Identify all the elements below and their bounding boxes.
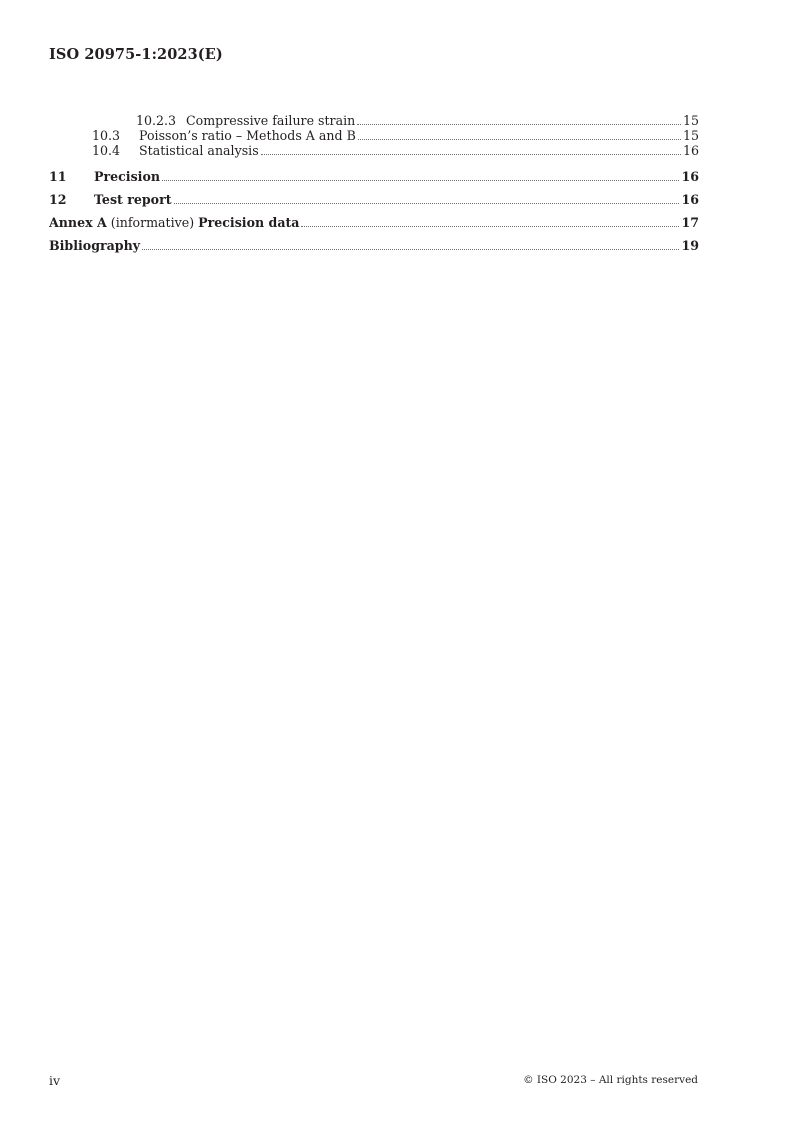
toc-entry-11[interactable] (49, 158, 699, 184)
toc-entry-number: 11 (49, 169, 67, 184)
toc-entry-10-4[interactable] (49, 143, 699, 158)
toc-entry-10-2-3[interactable] (49, 113, 699, 128)
toc-entry-annex-a[interactable] (49, 207, 699, 230)
toc-leader-dots (261, 154, 681, 155)
toc-leader-dots (358, 139, 681, 140)
toc-entry-number: 10.4 (92, 143, 121, 158)
toc-entry-page: 17 (681, 215, 699, 230)
toc-entry-page: 16 (681, 192, 699, 207)
toc-entry-page: 16 (682, 143, 699, 158)
toc-entry-number: 12 (49, 192, 67, 207)
toc-entry-title: Statistical analysis (139, 143, 259, 158)
table-of-contents (49, 113, 699, 253)
copyright-notice: © ISO 2023 – All rights reserved (523, 1074, 698, 1086)
annex-qualifier: (informative) (110, 215, 195, 230)
toc-entry-title: Compressive failure strain (186, 113, 356, 128)
toc-leader-dots (142, 249, 679, 250)
toc-entry-12[interactable] (49, 184, 699, 207)
toc-entry-page: 16 (681, 169, 699, 184)
toc-entry-10-3[interactable] (49, 128, 699, 143)
toc-entry-bibliography[interactable] (49, 230, 699, 253)
toc-leader-dots (162, 180, 679, 181)
page-number: iv (49, 1073, 61, 1088)
toc-leader-dots (357, 124, 681, 125)
toc-entry-title: Poisson’s ratio – Methods A and B (139, 128, 356, 143)
toc-entry-number: 10.2.3 (136, 113, 177, 128)
toc-entry-title: Precision (94, 169, 161, 184)
toc-leader-dots (174, 203, 680, 204)
toc-entry-page: 15 (682, 128, 699, 143)
document-header: ISO 20975-1:2023(E) (49, 46, 223, 63)
toc-entry-number: 10.3 (92, 128, 121, 143)
toc-entry-page: 15 (682, 113, 699, 128)
bibliography-title: Bibliography (49, 238, 141, 253)
toc-entry-title: Test report (94, 192, 172, 207)
toc-leader-dots (301, 226, 679, 227)
toc-entry-page: 19 (681, 238, 699, 253)
annex-title: Precision data (198, 215, 300, 230)
annex-prefix: Annex A (49, 215, 107, 230)
